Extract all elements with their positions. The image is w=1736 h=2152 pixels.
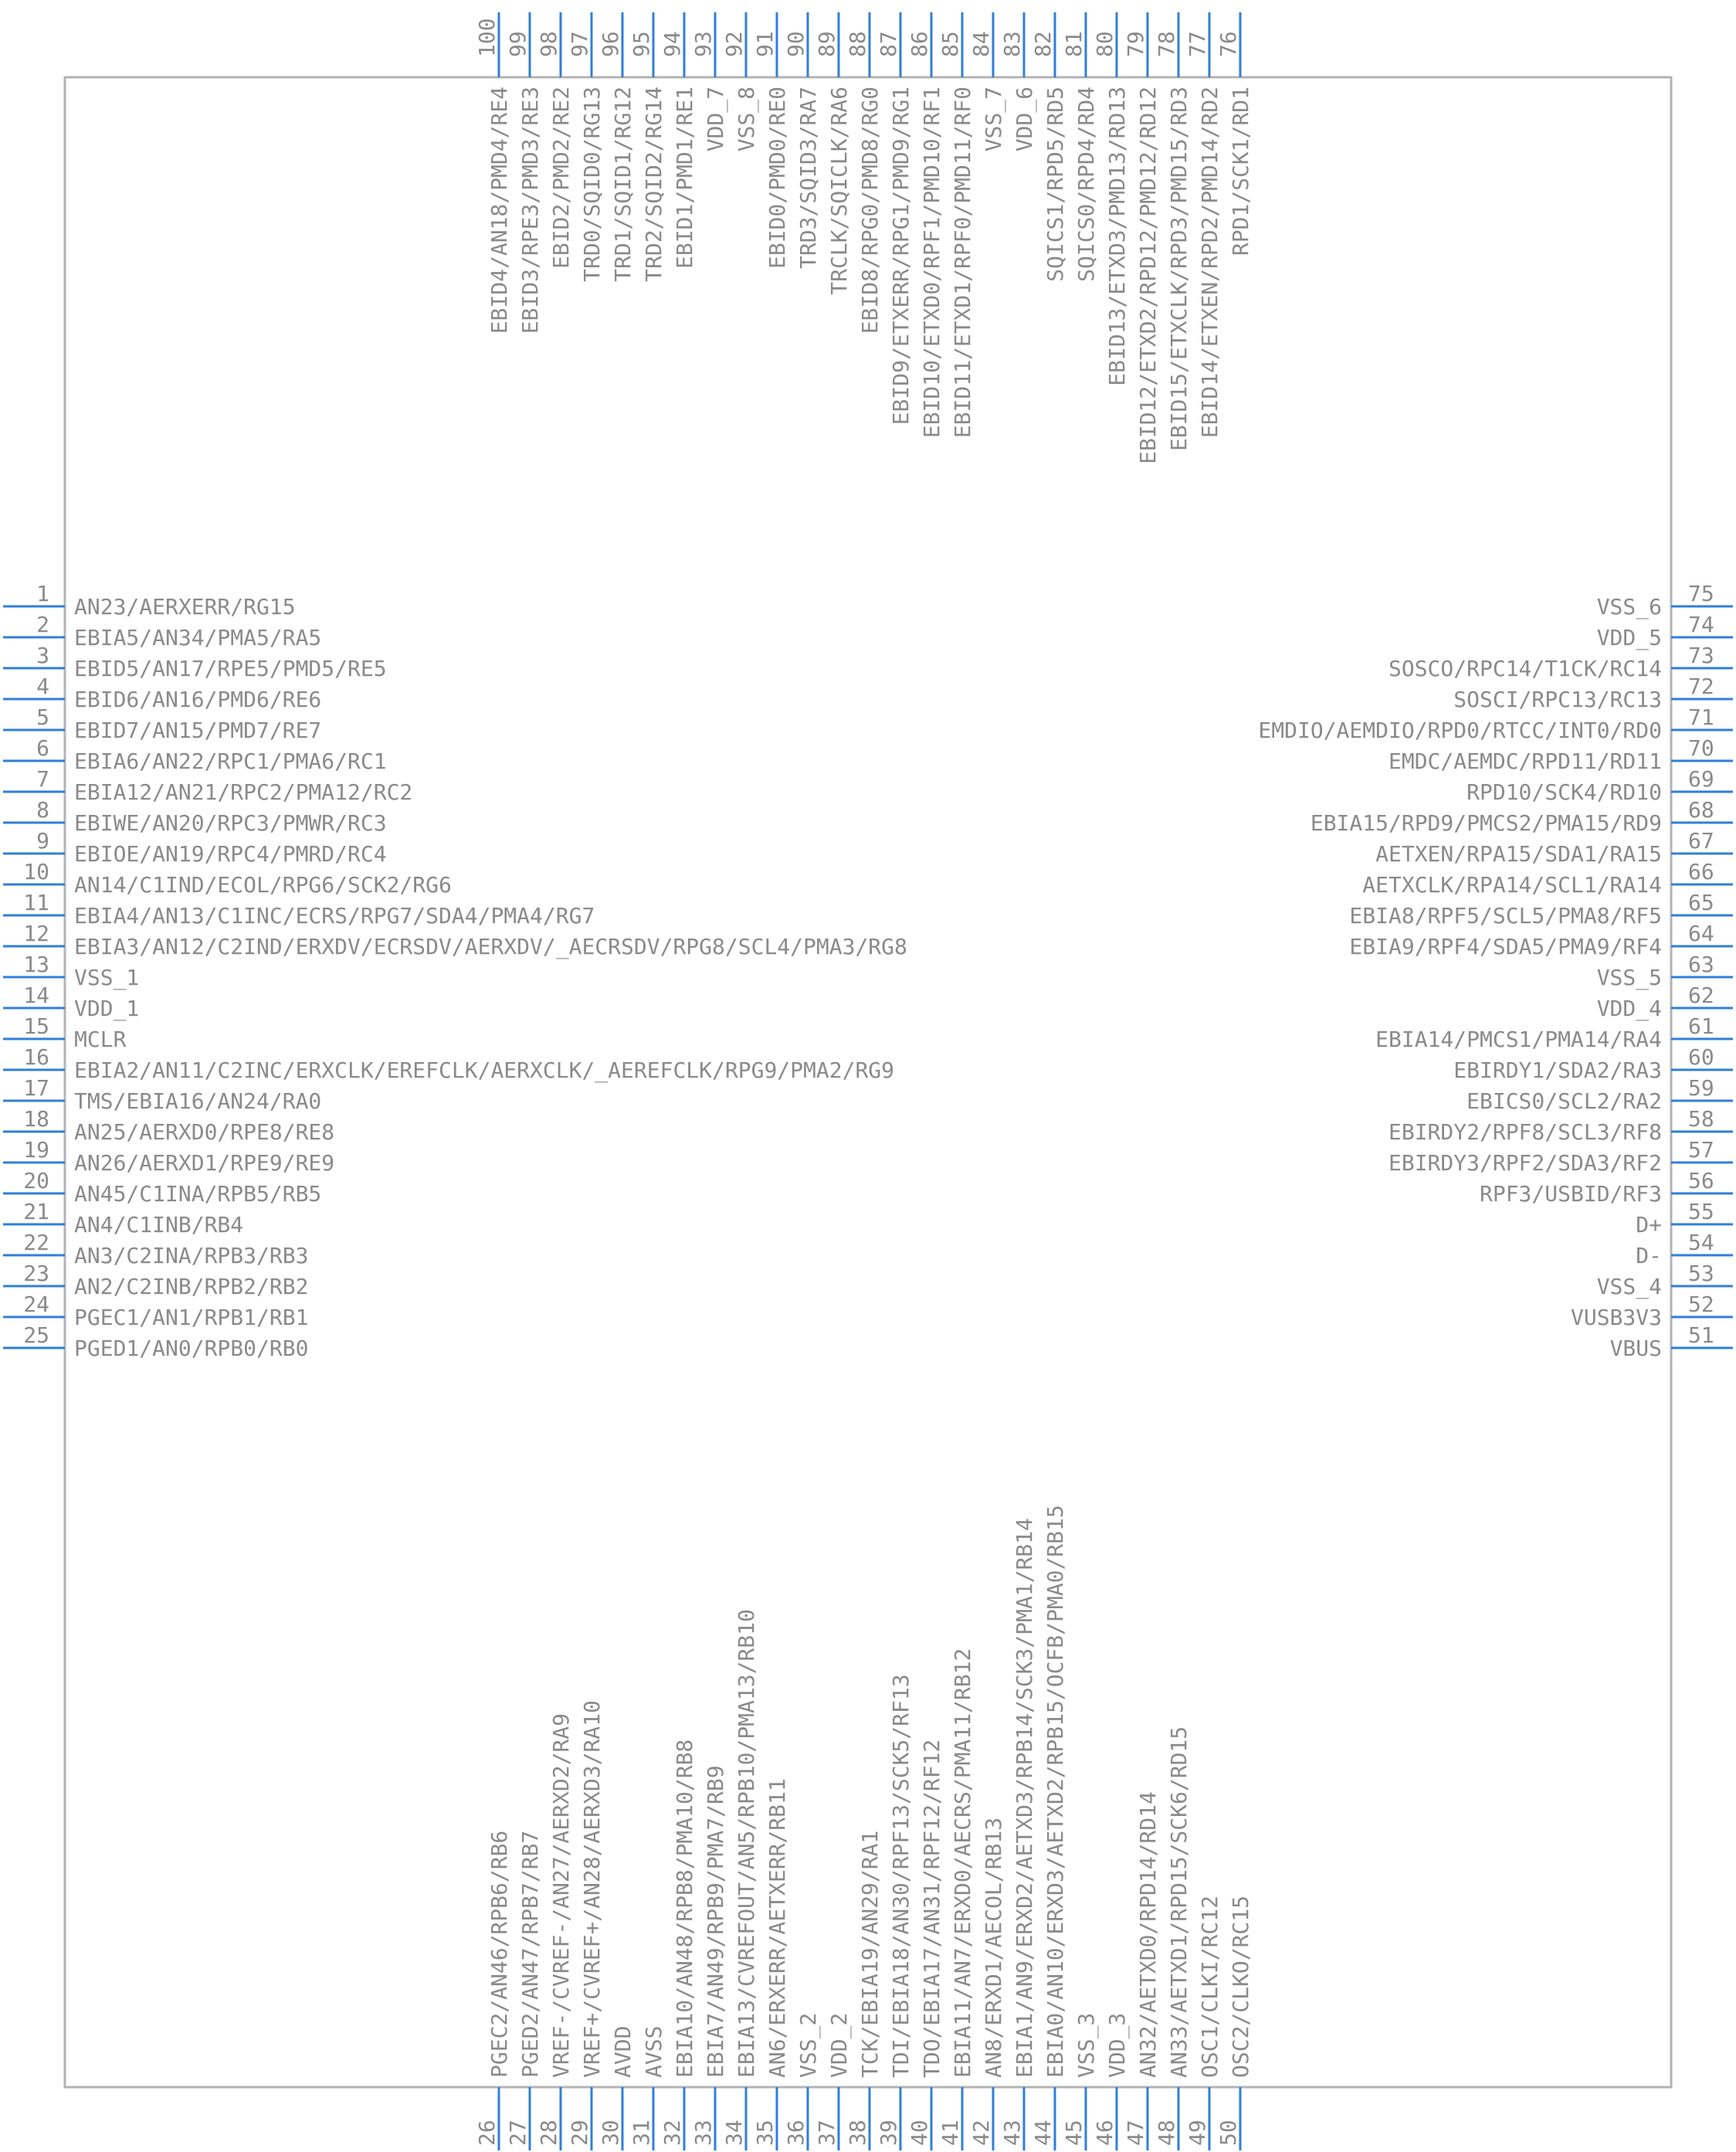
pin-label-66: AETXCLK/RPA14/SCL1/RA14	[1362, 872, 1662, 898]
pin-number-65: 65	[1688, 890, 1714, 915]
pin-number-8: 8	[36, 797, 49, 823]
pin-number-31: 31	[629, 2120, 654, 2146]
pin-label-68: EBIA15/RPD9/PMCS2/PMA15/RD9	[1310, 810, 1662, 836]
pin-label-1: AN23/AERXERR/RG15	[74, 594, 296, 619]
pin-number-100: 100	[474, 18, 500, 57]
pin-label-95: TRD2/SQID2/RG14	[641, 87, 666, 282]
pin-number-38: 38	[845, 2120, 870, 2146]
pin-number-39: 39	[876, 2120, 901, 2146]
pin-number-10: 10	[23, 859, 49, 884]
pin-number-43: 43	[999, 2120, 1025, 2146]
pin-label-29: VREF+/CVREF+/AN28/AERXD3/RA10	[579, 1700, 605, 2078]
pin-label-2: EBIA5/AN34/PMA5/RA5	[74, 625, 322, 650]
pin-number-49: 49	[1185, 2120, 1210, 2146]
pin-label-17: TMS/EBIA16/AN24/RA0	[74, 1088, 322, 1114]
pin-number-30: 30	[598, 2120, 623, 2146]
pin-label-74: VDD_5	[1596, 625, 1662, 650]
pin-number-53: 53	[1688, 1261, 1714, 1286]
pin-label-52: VUSB3V3	[1570, 1305, 1662, 1330]
pin-label-80: EBID13/ETXD3/PMD13/RD13	[1104, 87, 1130, 386]
pin-label-50: OSC2/CLKO/RC15	[1228, 1895, 1253, 2078]
pin-number-27: 27	[505, 2120, 531, 2146]
pin-label-53: VSS_4	[1596, 1274, 1662, 1299]
pin-label-24: PGEC1/AN1/RPB1/RB1	[74, 1305, 309, 1330]
pin-label-16: EBIA2/AN11/C2INC/ERXCLK/EREFCLK/AERXCLK/_AEREFCLK/RPG9/PMA2/RG9	[74, 1057, 895, 1083]
pin-number-89: 89	[814, 31, 839, 57]
pin-label-92: VSS_8	[734, 87, 759, 152]
pin-label-21: AN4/C1INB/RB4	[74, 1212, 244, 1237]
pin-number-69: 69	[1688, 766, 1714, 792]
pin-number-20: 20	[23, 1168, 49, 1193]
pin-label-57: EBIRDY3/RPF2/SDA3/RF2	[1388, 1150, 1662, 1176]
pin-label-83: VDD_6	[1012, 87, 1037, 152]
pin-label-11: EBIA4/AN13/C1INC/ECRS/RPG7/SDA4/PMA4/RG7	[74, 903, 595, 928]
pin-number-93: 93	[690, 31, 716, 57]
pin-number-76: 76	[1216, 31, 1241, 57]
pin-number-34: 34	[721, 2120, 747, 2146]
pin-label-86: EBID10/ETXD0/RPF1/PMD10/RF1	[919, 87, 944, 439]
pin-number-58: 58	[1688, 1106, 1714, 1132]
pin-label-32: EBIA10/AN48/RPB8/PMA10/RB8	[672, 1739, 697, 2078]
pin-label-23: AN2/C2INB/RPB2/RB2	[74, 1274, 309, 1299]
pin-label-56: RPF3/USBID/RF3	[1479, 1181, 1662, 1207]
pin-number-7: 7	[36, 766, 49, 792]
pin-label-6: EBIA6/AN22/RPC1/PMA6/RC1	[74, 748, 387, 774]
pin-number-13: 13	[23, 952, 49, 977]
pin-number-82: 82	[1030, 31, 1056, 57]
pin-number-37: 37	[814, 2120, 839, 2146]
pin-label-78: EBID15/ETXCLK/RPD3/PMD15/RD3	[1166, 87, 1192, 452]
pin-number-3: 3	[36, 643, 49, 668]
pin-number-24: 24	[23, 1292, 49, 1317]
pin-number-59: 59	[1688, 1075, 1714, 1101]
pin-label-34: EBIA13/CVREFOUT/AN5/RPB10/PMA13/RB10	[734, 1609, 759, 2078]
pin-number-9: 9	[36, 828, 49, 854]
pin-label-71: EMDIO/AEMDIO/RPD0/RTCC/INT0/RD0	[1258, 718, 1662, 743]
pin-number-78: 78	[1154, 31, 1179, 57]
pin-number-86: 86	[907, 31, 932, 57]
pin-label-84: VSS_7	[981, 87, 1006, 152]
pin-label-79: EBID12/ETXD2/RPD12/PMD12/RD12	[1135, 87, 1161, 464]
pin-number-14: 14	[23, 983, 49, 1008]
pin-label-90: TRD3/SQID3/RA7	[795, 87, 821, 270]
pin-number-62: 62	[1688, 983, 1714, 1008]
pin-number-91: 91	[752, 31, 778, 57]
pin-number-54: 54	[1688, 1230, 1714, 1255]
pin-number-60: 60	[1688, 1044, 1714, 1070]
pin-label-4: EBID6/AN16/PMD6/RE6	[74, 687, 322, 712]
pin-label-5: EBID7/AN15/PMD7/RE7	[74, 718, 322, 743]
pin-number-72: 72	[1688, 674, 1714, 699]
pin-label-37: VDD_2	[826, 2012, 852, 2078]
pin-number-48: 48	[1154, 2120, 1179, 2146]
pin-number-55: 55	[1688, 1199, 1714, 1224]
pin-number-22: 22	[23, 1230, 49, 1255]
pin-label-64: EBIA9/RPF4/SDA5/PMA9/RF4	[1349, 934, 1662, 959]
pin-number-12: 12	[23, 921, 49, 946]
pin-number-33: 33	[690, 2120, 716, 2146]
pin-label-8: EBIWE/AN20/RPC3/PMWR/RC3	[74, 810, 387, 836]
pin-label-42: AN8/ERXD1/AECOL/RB13	[981, 1817, 1006, 2078]
pin-label-3: EBID5/AN17/RPE5/PMD5/RE5	[74, 656, 387, 681]
pin-label-65: EBIA8/RPF5/SCL5/PMA8/RF5	[1349, 903, 1662, 928]
pin-label-12: EBIA3/AN12/C2IND/ERXDV/ECRSDV/AERXDV/_AECRSDV/RPG8/SCL4/PMA3/RG8	[74, 934, 907, 959]
pin-number-85: 85	[938, 31, 963, 57]
pin-number-56: 56	[1688, 1168, 1714, 1193]
pin-number-47: 47	[1123, 2120, 1148, 2146]
pin-label-19: AN26/AERXD1/RPE9/RE9	[74, 1150, 335, 1176]
pin-number-6: 6	[36, 735, 49, 761]
pin-number-36: 36	[783, 2120, 809, 2146]
pin-number-16: 16	[23, 1044, 49, 1070]
pin-label-82: SQICS1/RPD5/RD5	[1043, 87, 1068, 282]
pin-label-85: EBID11/ETXD1/RPF0/PMD11/RF0	[950, 87, 975, 439]
pin-label-15: MCLR	[74, 1027, 127, 1052]
pin-label-18: AN25/AERXD0/RPE8/RE8	[74, 1119, 335, 1145]
pin-number-29: 29	[567, 2120, 592, 2146]
pin-number-64: 64	[1688, 921, 1714, 946]
pin-number-90: 90	[783, 31, 809, 57]
pin-number-25: 25	[23, 1322, 49, 1348]
pin-number-2: 2	[36, 612, 49, 637]
pin-number-87: 87	[876, 31, 901, 57]
pin-label-41: EBIA11/AN7/ERXD0/AECRS/PMA11/RB12	[950, 1648, 975, 2078]
pin-label-67: AETXEN/RPA15/SDA1/RA15	[1375, 841, 1662, 867]
pin-number-32: 32	[659, 2120, 685, 2146]
pin-number-44: 44	[1030, 2120, 1056, 2146]
pin-label-13: VSS_1	[74, 965, 140, 990]
pin-label-60: EBIRDY1/SDA2/RA3	[1453, 1057, 1662, 1083]
pin-label-9: EBIOE/AN19/RPC4/PMRD/RC4	[74, 841, 387, 867]
pin-number-75: 75	[1688, 581, 1714, 606]
pin-label-55: D+	[1636, 1212, 1662, 1237]
pin-label-88: EBID8/RPG0/PMD8/RG0	[857, 87, 883, 334]
pin-number-26: 26	[474, 2120, 500, 2146]
pin-label-46: VDD_3	[1104, 2012, 1130, 2078]
pin-label-77: EBID14/ETXEN/RPD2/PMD14/RD2	[1197, 87, 1222, 439]
pin-label-97: TRD0/SQID0/RG13	[579, 87, 605, 282]
pin-number-95: 95	[629, 31, 654, 57]
pin-label-51: VBUS	[1609, 1336, 1662, 1361]
pin-label-100: EBID4/AN18/PMD4/RE4	[487, 87, 512, 334]
pin-number-88: 88	[845, 31, 870, 57]
pin-label-39: TDI/EBIA18/AN30/RPF13/SCK5/RF13	[888, 1674, 914, 2078]
pin-label-70: EMDC/AEMDC/RPD11/RD11	[1388, 748, 1662, 774]
pin-label-91: EBID0/PMD0/RE0	[765, 87, 790, 270]
pin-number-21: 21	[23, 1199, 49, 1224]
pin-number-94: 94	[659, 31, 685, 57]
pin-number-23: 23	[23, 1261, 49, 1286]
pin-number-70: 70	[1688, 735, 1714, 761]
pin-label-45: VSS_3	[1073, 2012, 1099, 2078]
pin-label-38: TCK/EBIA19/AN29/RA1	[857, 1830, 883, 2078]
pin-number-97: 97	[567, 31, 592, 57]
pin-number-11: 11	[23, 890, 49, 915]
pin-label-94: EBID1/PMD1/RE1	[672, 87, 697, 270]
pin-number-4: 4	[36, 674, 49, 699]
pin-label-43: EBIA1/AN9/ERXD2/AETXD3/RPB14/SCK3/PMA1/RB14	[1012, 1518, 1037, 2078]
pin-number-61: 61	[1688, 1013, 1714, 1039]
pin-label-54: D-	[1636, 1243, 1662, 1268]
pin-label-87: EBID9/ETXERR/RPG1/PMD9/RG1	[888, 87, 914, 426]
pin-number-71: 71	[1688, 704, 1714, 730]
pin-label-89: TRCLK/SQICLK/RA6	[826, 87, 852, 295]
pin-number-51: 51	[1688, 1322, 1714, 1348]
pin-number-81: 81	[1061, 31, 1087, 57]
pin-number-46: 46	[1092, 2120, 1117, 2146]
pin-label-63: VSS_5	[1596, 965, 1662, 990]
pin-number-77: 77	[1185, 31, 1210, 57]
pin-number-68: 68	[1688, 797, 1714, 823]
pin-label-93: VDD_7	[703, 87, 728, 152]
pin-number-79: 79	[1123, 31, 1148, 57]
pin-number-67: 67	[1688, 828, 1714, 854]
pin-number-5: 5	[36, 704, 49, 730]
pin-label-30: AVDD	[610, 2025, 636, 2078]
pin-label-48: AN33/AETXD1/RPD15/SCK6/RD15	[1166, 1726, 1192, 2078]
pin-label-33: EBIA7/AN49/RPB9/PMA7/RB9	[703, 1765, 728, 2078]
pin-number-52: 52	[1688, 1292, 1714, 1317]
pin-label-20: AN45/C1INA/RPB5/RB5	[74, 1181, 322, 1207]
pin-label-61: EBIA14/PMCS1/PMA14/RA4	[1375, 1027, 1662, 1052]
pin-number-15: 15	[23, 1013, 49, 1039]
pin-label-44: EBIA0/AN10/ERXD3/AETXD2/RPB15/OCFB/PMA0/RB15	[1043, 1505, 1068, 2078]
pin-number-66: 66	[1688, 859, 1714, 884]
pin-number-40: 40	[907, 2120, 932, 2146]
pin-number-57: 57	[1688, 1137, 1714, 1163]
pin-number-99: 99	[505, 31, 531, 57]
pin-number-84: 84	[968, 31, 994, 57]
pin-number-83: 83	[999, 31, 1025, 57]
pin-label-69: RPD10/SCK4/RD10	[1466, 779, 1662, 805]
pin-number-35: 35	[752, 2120, 778, 2146]
pin-number-74: 74	[1688, 612, 1714, 637]
pin-label-99: EBID3/RPE3/PMD3/RE3	[517, 87, 543, 334]
pin-number-80: 80	[1092, 31, 1117, 57]
pin-label-72: SOSCI/RPC13/RC13	[1453, 687, 1662, 712]
pin-number-41: 41	[938, 2120, 963, 2146]
pin-label-26: PGEC2/AN46/RPB6/RB6	[487, 1830, 512, 2078]
pin-number-63: 63	[1688, 952, 1714, 977]
pin-number-92: 92	[721, 31, 747, 57]
pin-label-14: VDD_1	[74, 996, 140, 1021]
pin-label-75: VSS_6	[1596, 594, 1662, 619]
pin-number-73: 73	[1688, 643, 1714, 668]
pin-label-96: TRD1/SQID1/RG12	[610, 87, 636, 282]
pin-label-98: EBID2/PMD2/RE2	[548, 87, 574, 270]
pin-number-98: 98	[536, 31, 561, 57]
pin-label-7: EBIA12/AN21/RPC2/PMA12/RC2	[74, 779, 413, 805]
pin-label-27: PGED2/AN47/RPB7/RB7	[517, 1830, 543, 2078]
pin-number-42: 42	[968, 2120, 994, 2146]
pin-number-50: 50	[1216, 2120, 1241, 2146]
pin-label-58: EBIRDY2/RPF8/SCL3/RF8	[1388, 1119, 1662, 1145]
pin-number-96: 96	[598, 31, 623, 57]
pin-label-59: EBICS0/SCL2/RA2	[1466, 1088, 1662, 1114]
pin-label-31: AVSS	[641, 2025, 666, 2078]
pin-label-40: TDO/EBIA17/AN31/RPF12/RF12	[919, 1739, 944, 2078]
pin-label-22: AN3/C2INA/RPB3/RB3	[74, 1243, 309, 1268]
pin-label-10: AN14/C1IND/ECOL/RPG6/SCK2/RG6	[74, 872, 452, 898]
pin-label-62: VDD_4	[1596, 996, 1662, 1021]
pin-number-18: 18	[23, 1106, 49, 1132]
pin-label-47: AN32/AETXD0/RPD14/RD14	[1135, 1791, 1161, 2078]
pin-label-76: RPD1/SCK1/RD1	[1228, 87, 1253, 256]
pin-label-81: SQICS0/RPD4/RD4	[1073, 87, 1099, 282]
pin-label-35: AN6/ERXERR/AETXERR/RB11	[765, 1778, 790, 2078]
pin-label-25: PGED1/AN0/RPB0/RB0	[74, 1336, 309, 1361]
pin-label-28: VREF-/CVREF-/AN27/AERXD2/RA9	[548, 1712, 574, 2078]
pin-label-49: OSC1/CLKI/RC12	[1197, 1895, 1222, 2078]
pin-number-17: 17	[23, 1075, 49, 1101]
pin-number-45: 45	[1061, 2120, 1087, 2146]
pin-number-1: 1	[36, 581, 49, 606]
pin-number-28: 28	[536, 2120, 561, 2146]
pin-label-73: SOSCO/RPC14/T1CK/RC14	[1388, 656, 1662, 681]
pin-label-36: VSS_2	[795, 2012, 821, 2078]
pin-number-19: 19	[23, 1137, 49, 1163]
